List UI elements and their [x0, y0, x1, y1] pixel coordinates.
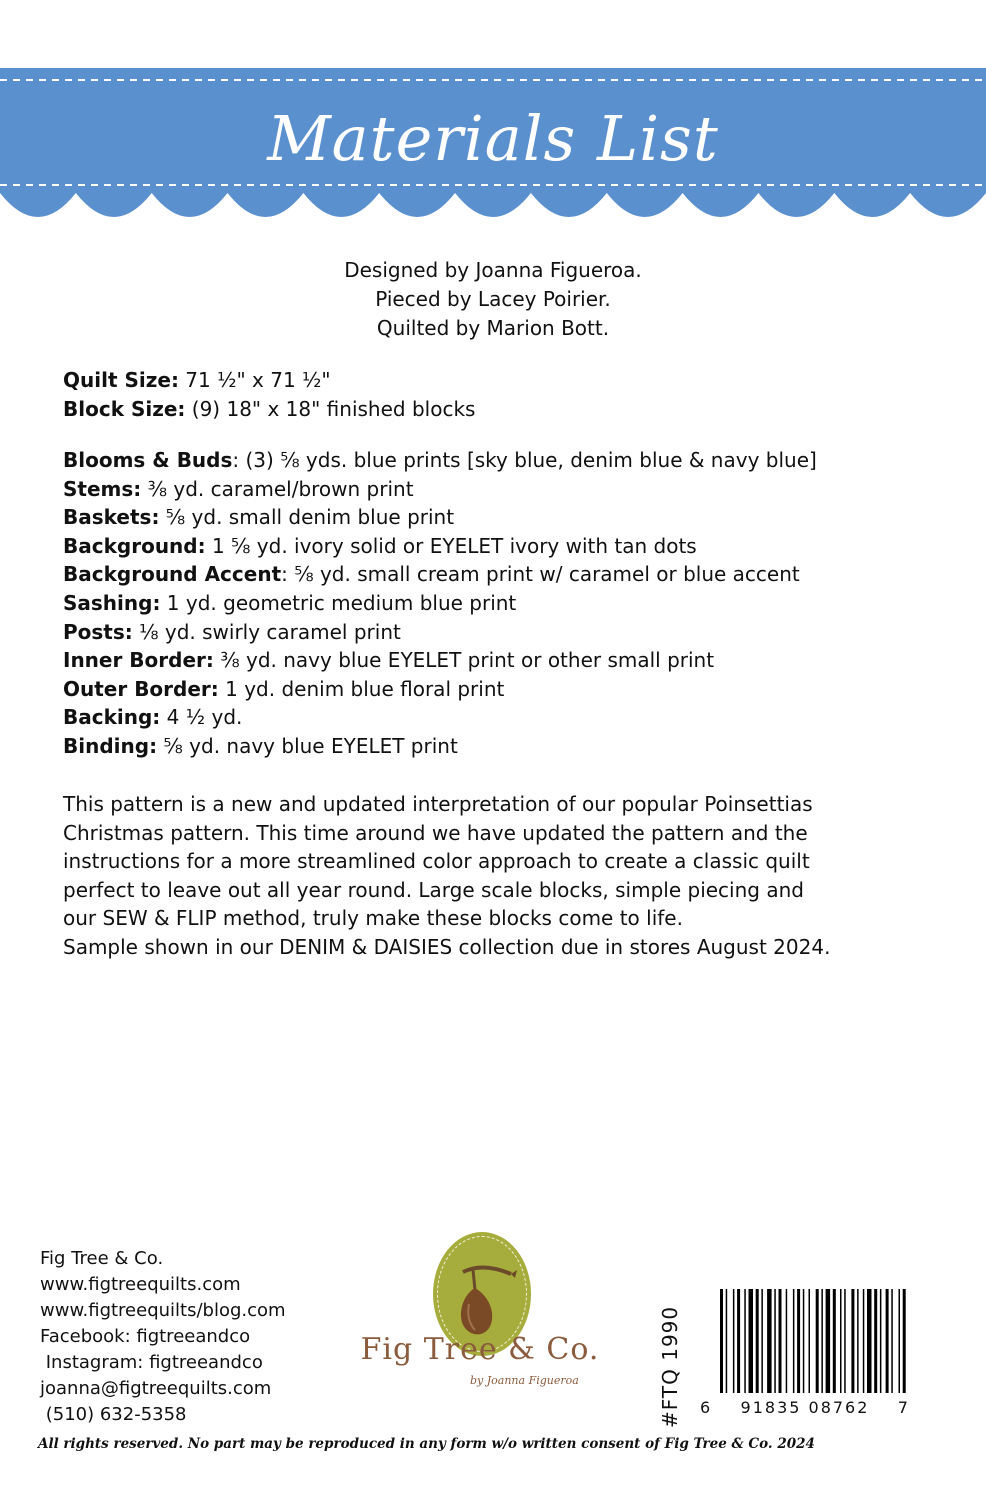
barcode [718, 1289, 940, 1397]
piecer-credit: Pieced by Lacey Poirier. [375, 287, 611, 311]
email-link[interactable]: joanna@figtreequilts.com [40, 1378, 272, 1399]
material-baskets: Baskets: ⅝ yd. small denim blue print [63, 505, 455, 530]
material-posts: Posts: ⅛ yd. swirly caramel print [63, 619, 401, 644]
description-line: Sample shown in our DENIM & DAISIES collection due in stores August 2024. [63, 934, 831, 959]
fig-tree-logo [330, 1232, 630, 1392]
description-line: perfect to leave out all year round. Large scale blocks, simple piecing and [63, 877, 804, 902]
instagram-handle: Instagram: figtreeandco [40, 1352, 263, 1373]
blog-link[interactable]: www.figtreequilts/blog.com [40, 1300, 286, 1321]
material-sashing: Sashing: 1 yd. geometric medium blue print [63, 590, 517, 615]
product-sku: #FTQ 1990 [658, 1305, 682, 1428]
description-line: our SEW & FLIP method, truly make these blocks come to life. [63, 906, 683, 931]
logo-byline: by Joanna Figueroa [470, 1374, 579, 1387]
size-specs [63, 366, 475, 424]
material-binding: Binding: ⅝ yd. navy blue EYELET print [63, 733, 458, 758]
phone-number: (510) 632-5358 [40, 1404, 187, 1425]
facebook-handle: Facebook: figtreeandco [40, 1326, 251, 1347]
material-stems: Stems: ⅜ yd. caramel/brown print [63, 476, 414, 501]
copyright-footer: All rights reserved. No part may be reproduced in any form w/o written consent of Fig Tree & Co. 2024 [38, 1436, 815, 1452]
designer-credit: Designed by Joanna Figueroa. [344, 258, 642, 282]
material-blooms: Blooms & Buds: (3) ⅝ yds. blue prints [sky blue, denim blue & navy blue] [63, 448, 817, 472]
company-name: Fig Tree & Co. [40, 1248, 164, 1269]
pattern-description [63, 790, 933, 962]
banner-title: Materials List [267, 102, 719, 175]
contact-info [40, 1246, 286, 1428]
block-size-row: Block Size: (9) 18" x 18" finished blocks [63, 397, 476, 421]
materials-banner [0, 68, 986, 228]
description-line: instructions for a more streamlined color approach to create a classic quilt [63, 849, 810, 874]
materials-list [63, 446, 817, 761]
material-inner-border: Inner Border: ⅜ yd. navy blue EYELET print or other small print [63, 648, 715, 673]
logo-wordmark: Fig Tree & Co. [360, 1332, 600, 1367]
quilt-size-row: Quilt Size: 71 ½" x 71 ½" [63, 368, 331, 392]
material-background-accent: Background Accent: ⅝ yd. small cream print w/ caramel or blue accent [63, 562, 800, 587]
website-link[interactable]: www.figtreequilts.com [40, 1274, 241, 1295]
barcode-number: 6 91835 08762 7 [700, 1398, 910, 1417]
description-line: This pattern is a new and updated interpretation of our popular Poinsettias [63, 792, 813, 816]
description-line: Christmas pattern. This time around we have updated the pattern and the [63, 820, 808, 845]
quilter-credit: Quilted by Marion Bott. [376, 316, 610, 340]
material-background: Background: 1 ⅝ yd. ivory solid or EYELET ivory with tan dots [63, 533, 697, 558]
credits [0, 256, 986, 343]
material-outer-border: Outer Border: 1 yd. denim blue floral print [63, 676, 505, 701]
material-backing: Backing: 4 ½ yd. [63, 705, 243, 730]
